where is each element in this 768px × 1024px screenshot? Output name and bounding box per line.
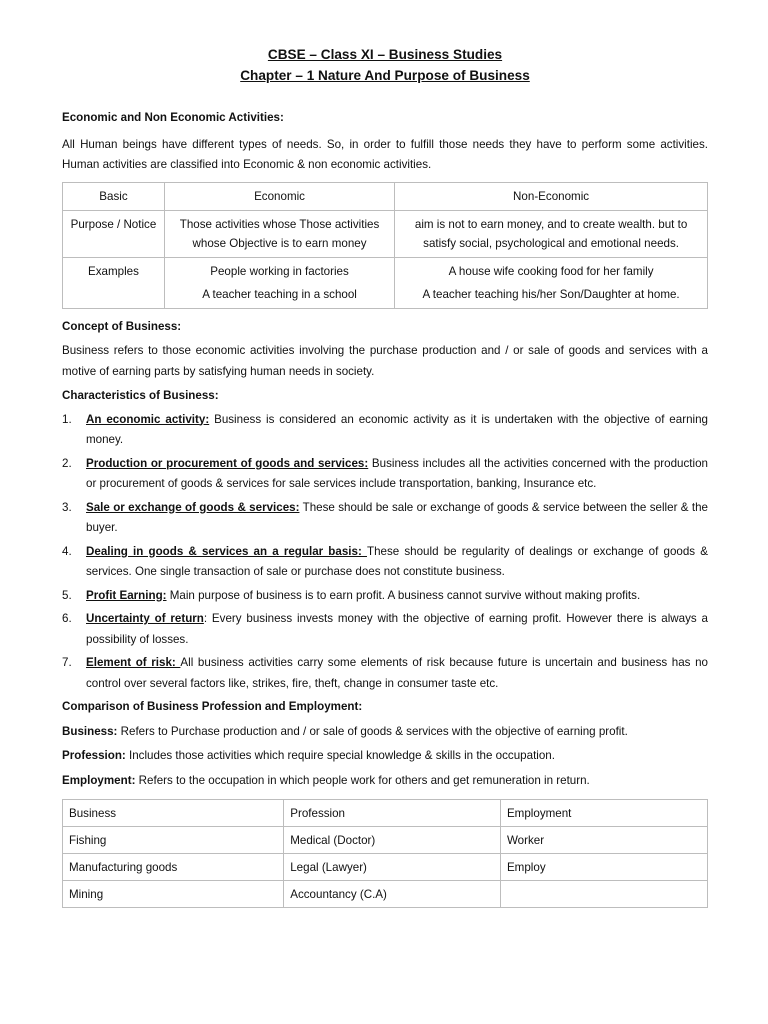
business-definition: [62, 722, 708, 743]
table-header-row: [63, 182, 708, 210]
table-cell: Manufacturing goods: [63, 854, 284, 881]
profession-definition: [62, 746, 708, 767]
list-term: Profit Earning:: [86, 588, 167, 602]
example-text: A teacher teaching his/her Son/Daughter at home.: [422, 287, 680, 301]
table-header-cell: Employment: [500, 800, 707, 827]
list-item: [62, 498, 708, 539]
list-number: 5.: [62, 588, 72, 602]
list-number: 6.: [62, 612, 72, 625]
list-number: 3.: [62, 500, 72, 514]
definition-label: Employment:: [62, 773, 136, 787]
list-term: Production or procurement of goods and services:: [86, 456, 369, 470]
table-cell: Employ: [500, 854, 707, 881]
list-term: Sale or exchange of goods & services:: [86, 500, 300, 514]
table-cell: aim is not to earn money, and to create wealth. but to satisfy social, psychological and emotional needs.: [395, 210, 708, 257]
list-term: An economic activity:: [86, 412, 210, 426]
table-header-row: [63, 800, 708, 827]
activities-table: [62, 182, 708, 309]
list-text: All business activities carry some elements of risk because future is uncertain and business has no control over several factors like, strikes, fire, theft, change in consumer taste etc.: [86, 656, 708, 690]
table-cell: Purpose / Notice: [63, 210, 165, 257]
table-cell: Fishing: [63, 827, 284, 854]
list-text: Business is considered an economic activity as it is undertaken with the objective of earning money.: [86, 412, 708, 446]
section-heading-economic-activities: Economic and Non Economic Activities:: [62, 111, 284, 124]
document-page: [62, 44, 708, 908]
definition-text: Refers to Purchase production and / or sale of goods & services with the objective of earning profit.: [117, 724, 628, 738]
list-number: 1.: [62, 412, 72, 426]
table-header-cell: Non-Economic: [395, 182, 708, 210]
section-text-concept: Business refers to those economic activities involving the purchase production and / or sale of goods and services with a motive of earning parts by satisfying human needs in society.: [62, 344, 708, 378]
list-number: 4.: [62, 544, 72, 558]
table-cell: Mining: [63, 881, 284, 908]
table-cell: [500, 881, 707, 908]
list-term: Element of risk:: [86, 656, 181, 669]
table-cell: Medical (Doctor): [284, 827, 501, 854]
table-cell: Examples: [63, 257, 165, 308]
list-item: [62, 454, 708, 495]
table-row: [63, 257, 708, 308]
list-text: Business includes all the activities concerned with the production or procurement of goods & services for sale services include transportation, banking, Insurance etc.: [86, 456, 708, 490]
table-header-cell: Profession: [284, 800, 501, 827]
table-header-cell: Business: [63, 800, 284, 827]
table-row: [63, 881, 708, 908]
definition-label: Business:: [62, 724, 118, 738]
example-text: A house wife cooking food for her family: [448, 264, 654, 278]
table-cell: [395, 257, 708, 308]
list-term: Uncertainty of return: [86, 612, 204, 625]
comparison-table: [62, 799, 708, 908]
list-number: 2.: [62, 456, 72, 470]
example-text: People working in factories: [210, 264, 349, 278]
table-row: [63, 827, 708, 854]
table-cell: Accountancy (C.A): [284, 881, 501, 908]
list-term: Dealing in goods & services an a regular basis:: [86, 544, 367, 558]
example-text: A teacher teaching in a school: [202, 287, 357, 301]
section-heading-concept: Concept of Business:: [62, 319, 182, 333]
table-row: [63, 854, 708, 881]
definition-label: Profession:: [62, 749, 126, 762]
section-heading-characteristics: Characteristics of Business:: [62, 389, 219, 402]
table-cell: Those activities whose Those activities whose Objective is to earn money: [164, 210, 394, 257]
table-header-cell: Basic: [63, 182, 165, 210]
employment-definition: [62, 771, 708, 792]
table-row: [63, 210, 708, 257]
list-text: : Every business invests money with the objective of earning profit. However there is always a possibility of losses.: [86, 612, 708, 646]
table-cell: Legal (Lawyer): [284, 854, 501, 881]
list-number: 7.: [62, 656, 72, 669]
document-title-line2: Chapter – 1 Nature And Purpose of Business: [240, 68, 530, 83]
list-text: Main purpose of business is to earn profit. A business cannot survive without making profits.: [166, 588, 641, 602]
list-text: These should be sale or exchange of goods & service between the seller & the buyer.: [86, 500, 708, 534]
definition-text: Refers to the occupation in which people work for others and get remuneration in return.: [135, 773, 590, 787]
table-header-cell: Economic: [164, 182, 394, 210]
list-item: [62, 410, 708, 451]
list-text: These should be regularity of dealings or exchange of goods & services. One single transaction of sale or purchase does not constitute business.: [86, 544, 708, 578]
list-item: [62, 542, 708, 583]
definition-text: Includes those activities which require special knowledge & skills in the occupation.: [125, 749, 555, 762]
list-item: [62, 609, 708, 650]
table-cell: Worker: [500, 827, 707, 854]
section-text-economic-activities: All Human beings have different types of needs. So, in order to fulfill those needs they have to perform some activities. Human activities are classified into Economic & non economic activities.: [62, 137, 708, 171]
section-heading-comparison: Comparison of Business Profession and Employment:: [62, 700, 363, 713]
table-cell: [164, 257, 394, 308]
characteristics-list: [62, 410, 708, 695]
list-item: [62, 586, 708, 607]
document-title-line1: CBSE – Class XI – Business Studies: [267, 47, 503, 62]
list-item: [62, 653, 708, 694]
